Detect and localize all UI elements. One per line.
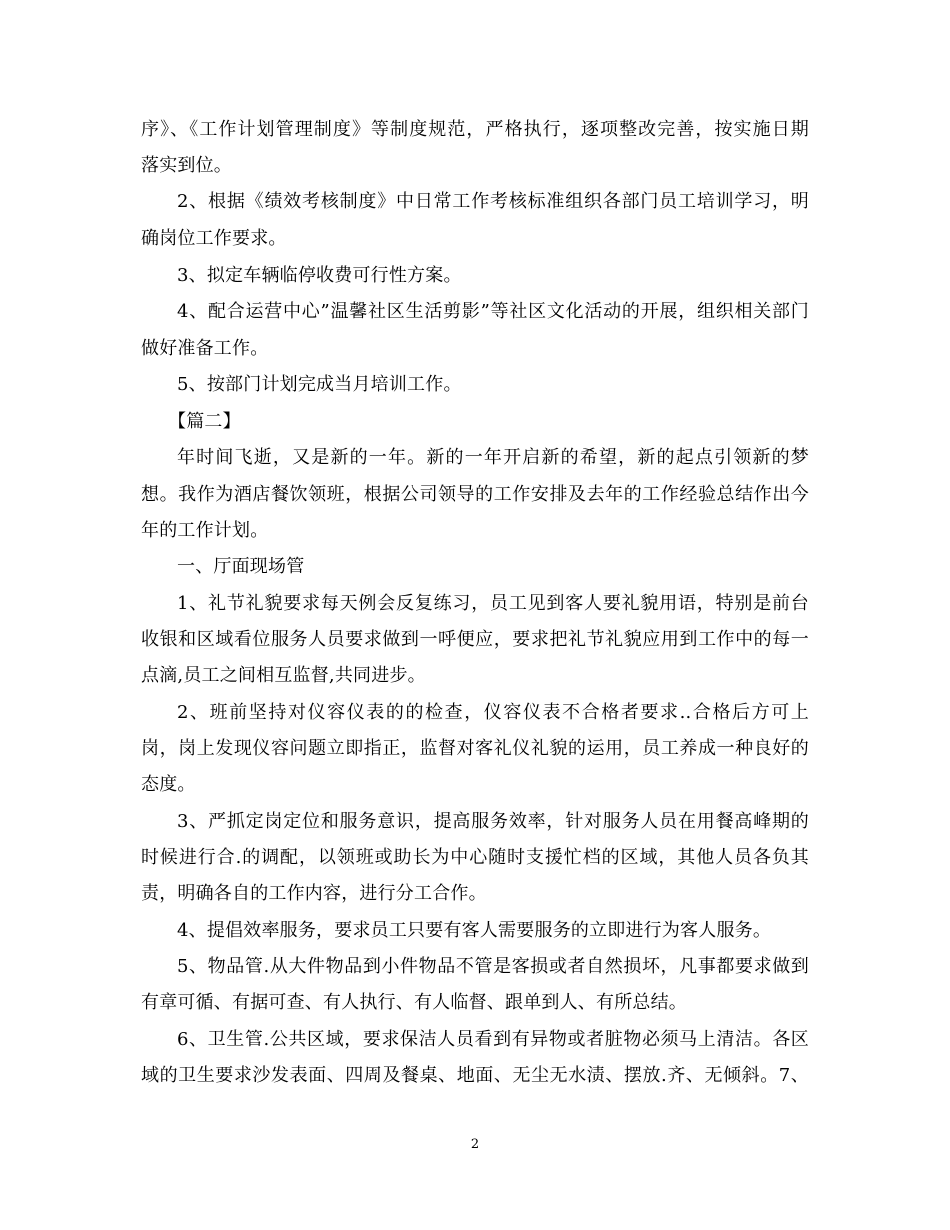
text-line: 时候进行合.的调配，以领班或助长为中心随时支援忙档的区域，其他人员各负其 — [141, 847, 809, 868]
text-line: 6、卫生管.公共区域，要求保洁人员看到有异物或者脏物必须马上清洁。各区 — [177, 1029, 809, 1050]
text-line: 做好准备工作。 — [141, 338, 269, 359]
text-line: 1、礼节礼貌要求每天例会反复练习，员工见到客人要礼貌用语，特别是前台 — [177, 593, 809, 614]
text-line: 3、拟定车辆临停收费可行性方案。 — [177, 265, 462, 286]
text-line: 5、按部门计划完成当月培训工作。 — [177, 374, 462, 395]
text-line: 2、班前坚持对仪容仪表的的检查，仪容仪表不合格者要求..合格后方可上 — [177, 702, 809, 723]
section-heading: 【篇二】 — [168, 411, 241, 432]
section-heading: 一、厅面现场管 — [177, 556, 305, 577]
text-line: 岗，岗上发现仪容问题立即指正，监督对客礼仪礼貌的运用，员工养成一种良好的 — [141, 738, 809, 759]
text-line: 序》、《工作计划管理制度》等制度规范，严格执行，逐项整改完善，按实施日期 — [141, 119, 809, 140]
text-line: 4、配合运营中心”温馨社区生活剪影”等社区文化活动的开展，组织相关部门 — [177, 301, 809, 322]
text-line: 2、根据《绩效考核制度》中日常工作考核标准组织各部门员工培训学习，明 — [177, 191, 809, 212]
text-line: 年时间飞逝，又是新的一年。新的一年开启新的希望，新的起点引领新的梦 — [177, 447, 809, 468]
text-line: 点滴,员工之间相互监督,共同进步。 — [141, 665, 426, 686]
text-line: 态度。 — [141, 774, 196, 795]
text-line: 收银和区域看位服务人员要求做到一呼便应，要求把礼节礼貌应用到工作中的每一 — [141, 629, 809, 650]
text-line: 年的工作计划。 — [141, 520, 269, 541]
text-line: 确岗位工作要求。 — [141, 228, 287, 249]
text-line: 落实到位。 — [141, 155, 232, 176]
text-line: 3、严抓定岗定位和服务意识，提高服务效率，针对服务人员在用餐高峰期的 — [177, 811, 809, 832]
text-line: 5、物品管.从大件物品到小件物品不管是客损或者自然损坏，凡事都要求做到 — [177, 956, 809, 977]
text-line: 想。我作为酒店餐饮领班，根据公司领导的工作安排及去年的工作经验总结作出今 — [141, 484, 809, 505]
text-line: 域的卫生要求沙发表面、四周及餐桌、地面、无尘无水渍、摆放.齐、无倾斜。7、 — [141, 1065, 809, 1086]
page-number: 2 — [470, 1137, 480, 1152]
text-line: 4、提倡效率服务，要求员工只要有客人需要服务的立即进行为客人服务。 — [177, 920, 772, 941]
text-line: 有章可循、有据可查、有人执行、有人临督、跟单到人、有所总结。 — [141, 992, 687, 1013]
text-line: 责，明确各自的工作内容，进行分工合作。 — [141, 883, 487, 904]
